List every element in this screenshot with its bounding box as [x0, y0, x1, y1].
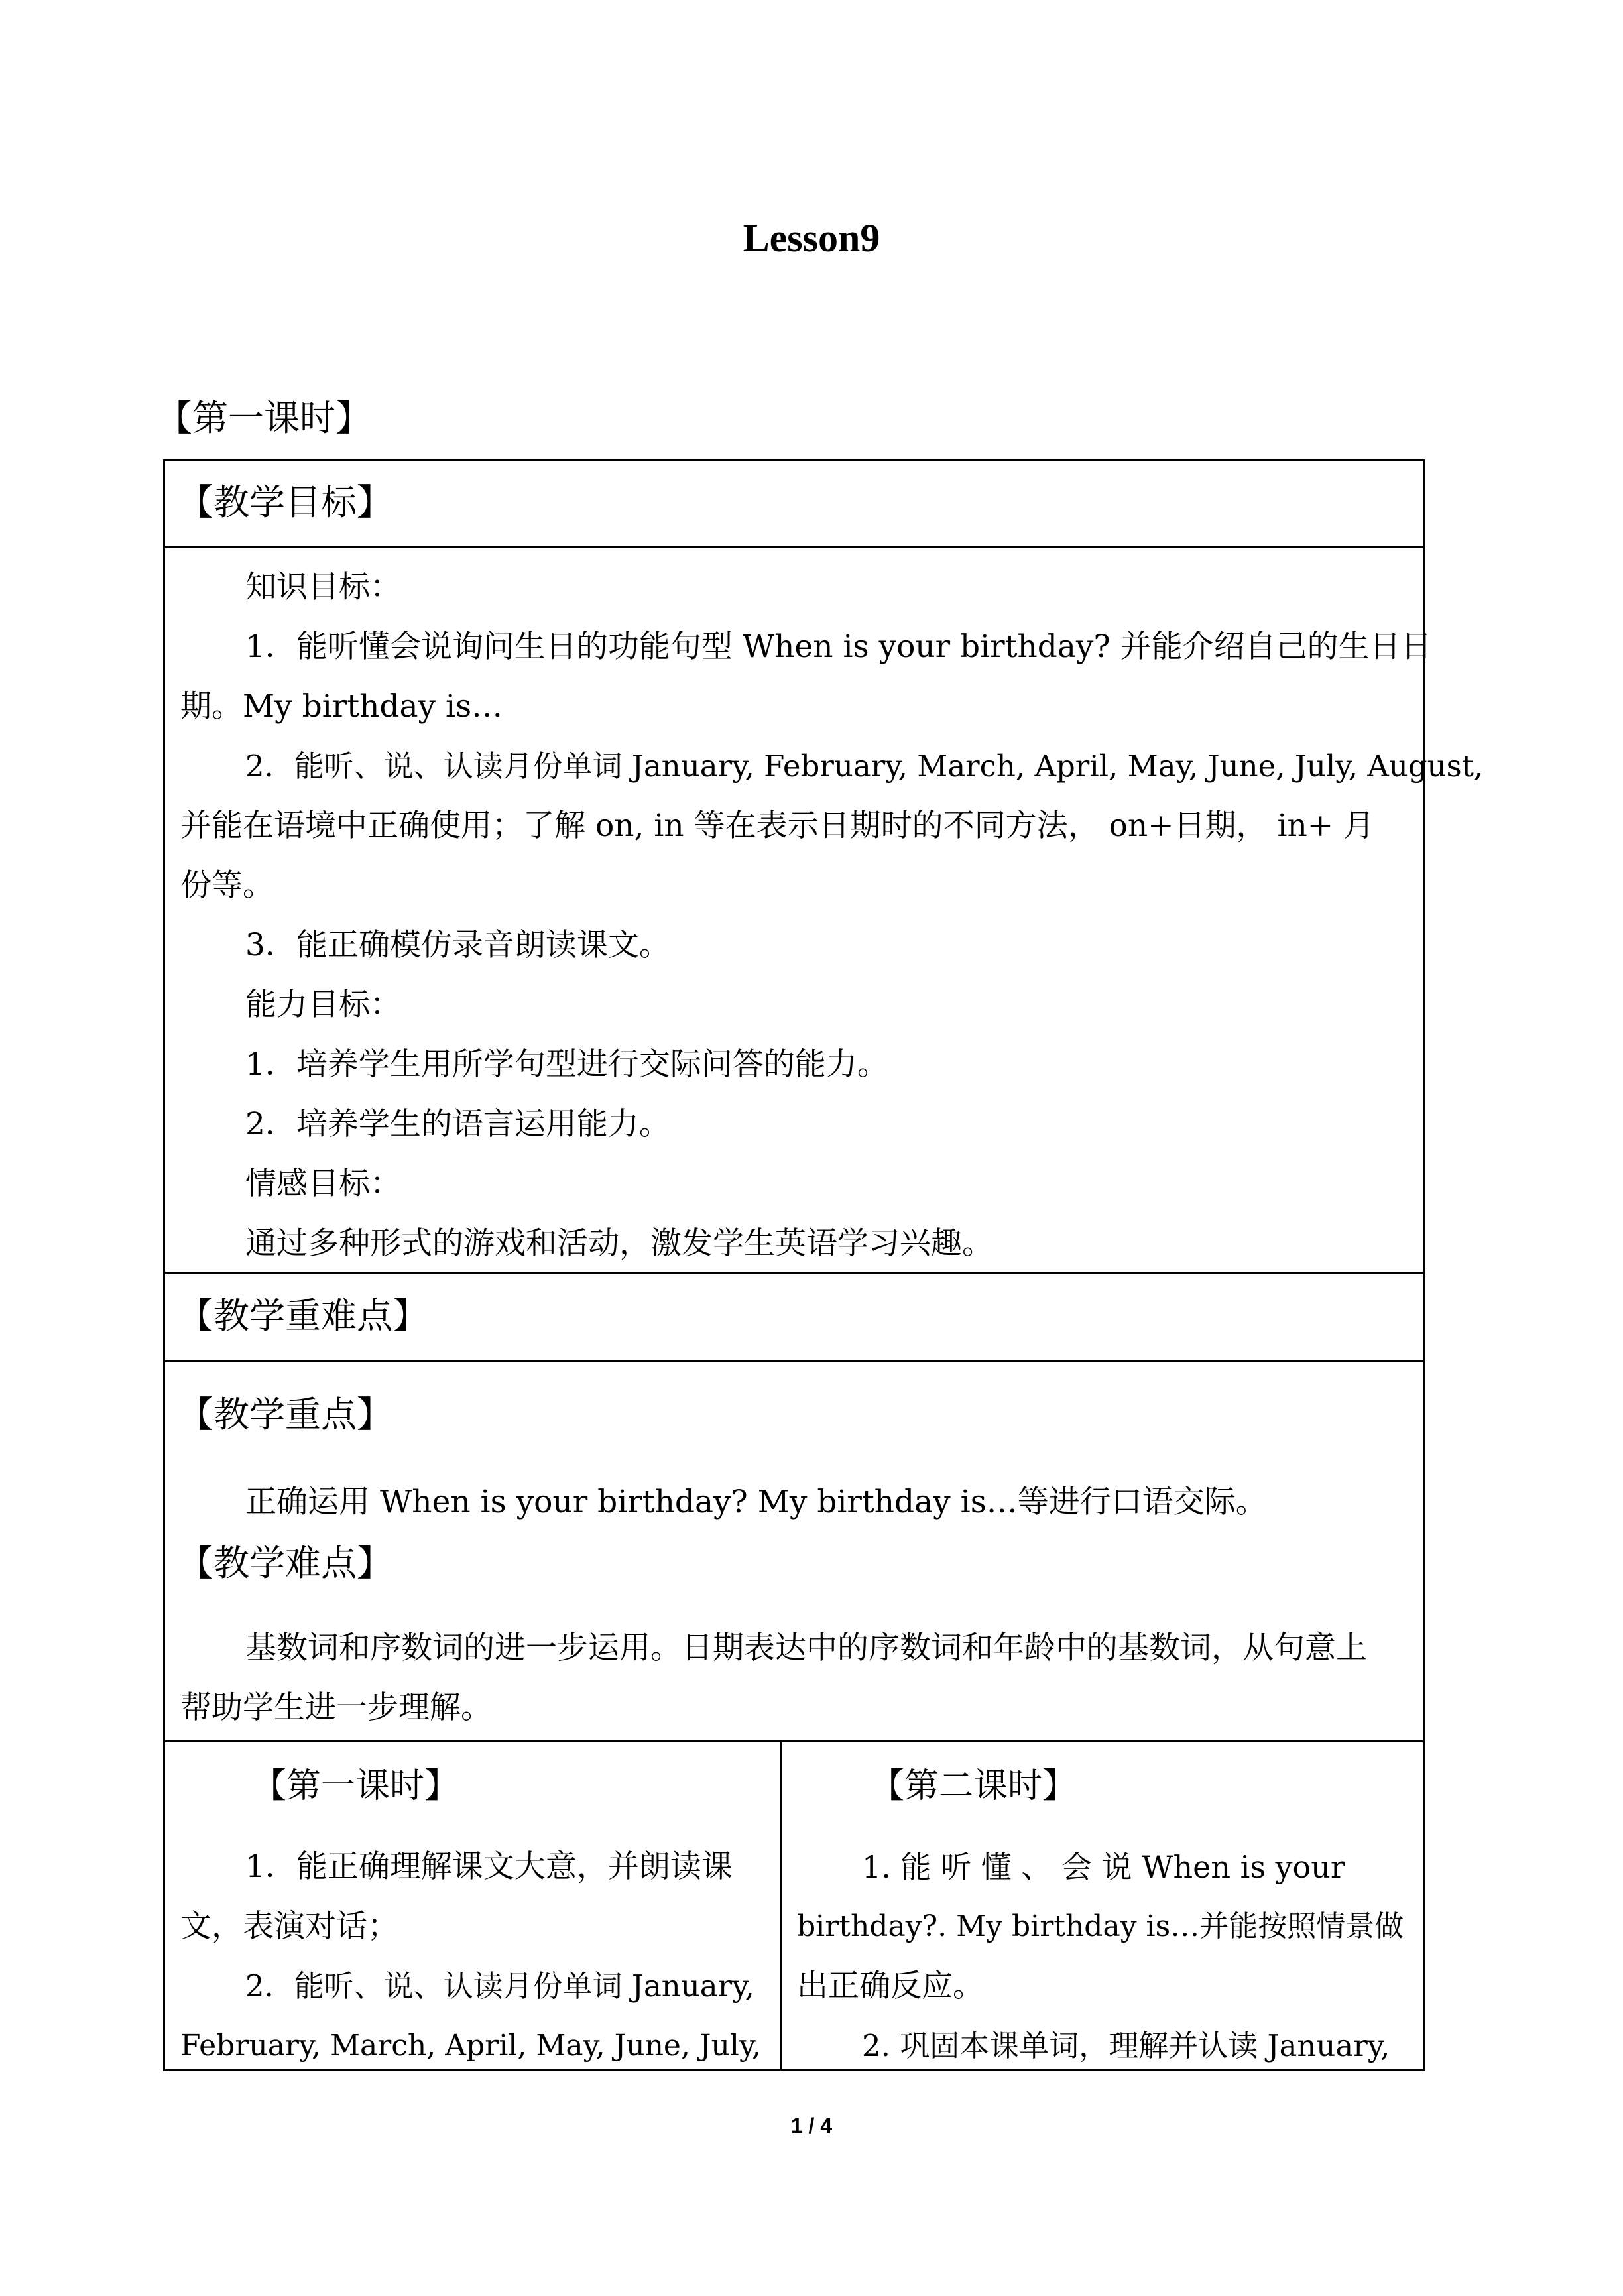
column-divider: [780, 1740, 782, 2071]
knowledge-item-2-cont: 并能在语境中正确使用；了解 on, in 等在表示日期时的不同方法， on+日期， in+ 月: [180, 808, 1375, 844]
knowledge-item-1: 1．能听懂会说询问生日的功能句型 When is your birthday? 并能介绍自己的生日日: [245, 629, 1432, 665]
knowledge-item-3: 3．能正确模仿录音朗读课文。: [245, 927, 670, 963]
ability-label: 能力目标：: [245, 987, 401, 1023]
knowledge-item-2-cont: 份等。: [180, 867, 274, 904]
emotion-item-1: 通过多种形式的游戏和活动，激发学生英语学习兴趣。: [245, 1225, 993, 1262]
period-2-line: 1. 能 听 懂 、 会 说 When is your: [862, 1849, 1345, 1885]
divider: [163, 1740, 1425, 1742]
page-title: Lesson9: [743, 216, 880, 260]
divider: [163, 546, 1425, 548]
ability-item-2: 2．培养学生的语言运用能力。: [245, 1106, 670, 1142]
difficulty-text: 基数词和序数词的进一步运用。日期表达中的序数词和年龄中的基数词，从句意上: [245, 1630, 1367, 1666]
knowledge-item-1-cont: 期。My birthday is…: [180, 688, 503, 725]
period-2-line: 2. 巩固本课单词，理解并认读 January,: [862, 2028, 1390, 2063]
divider: [163, 1272, 1425, 1274]
period-1-line: 2．能听、说、认读月份单词 January,: [245, 1968, 754, 2004]
page-number: 1 / 4: [790, 2114, 833, 2138]
knowledge-label: 知识目标：: [245, 569, 401, 605]
period-1-line: February, March, April, May, June, July,: [180, 2029, 761, 2063]
knowledge-item-2: 2．能听、说、认读月份单词 January, February, March, April, May, June, July, August,: [245, 749, 1484, 784]
period-2-heading: 【第二课时】: [870, 1766, 1077, 1806]
period-1-heading: 【第一课时】: [252, 1766, 459, 1806]
period-1-line: 1．能正确理解课文大意，并朗读课: [245, 1848, 733, 1885]
emotion-label: 情感目标：: [245, 1166, 401, 1202]
difficulty-text-cont: 帮助学生进一步理解。: [180, 1689, 492, 1726]
period-1-line: 文，表演对话；: [180, 1908, 398, 1945]
period-2-line: 出正确反应。: [797, 1968, 984, 2004]
section-label: 【第一课时】: [156, 397, 371, 439]
period-2-line: birthday?. My birthday is…并能按照情景做: [797, 1909, 1404, 1943]
difficulty-heading: 【教学难点】: [178, 1542, 392, 1584]
ability-item-1: 1．培养学生用所学句型进行交际问答的能力。: [245, 1046, 888, 1083]
divider: [163, 1360, 1425, 1362]
focus-text: 正确运用 When is your birthday? My birthday is…等进行口语交际。: [245, 1484, 1267, 1520]
key-points-heading: 【教学重难点】: [178, 1295, 428, 1337]
focus-heading: 【教学重点】: [178, 1394, 392, 1435]
objectives-heading: 【教学目标】: [178, 481, 392, 523]
